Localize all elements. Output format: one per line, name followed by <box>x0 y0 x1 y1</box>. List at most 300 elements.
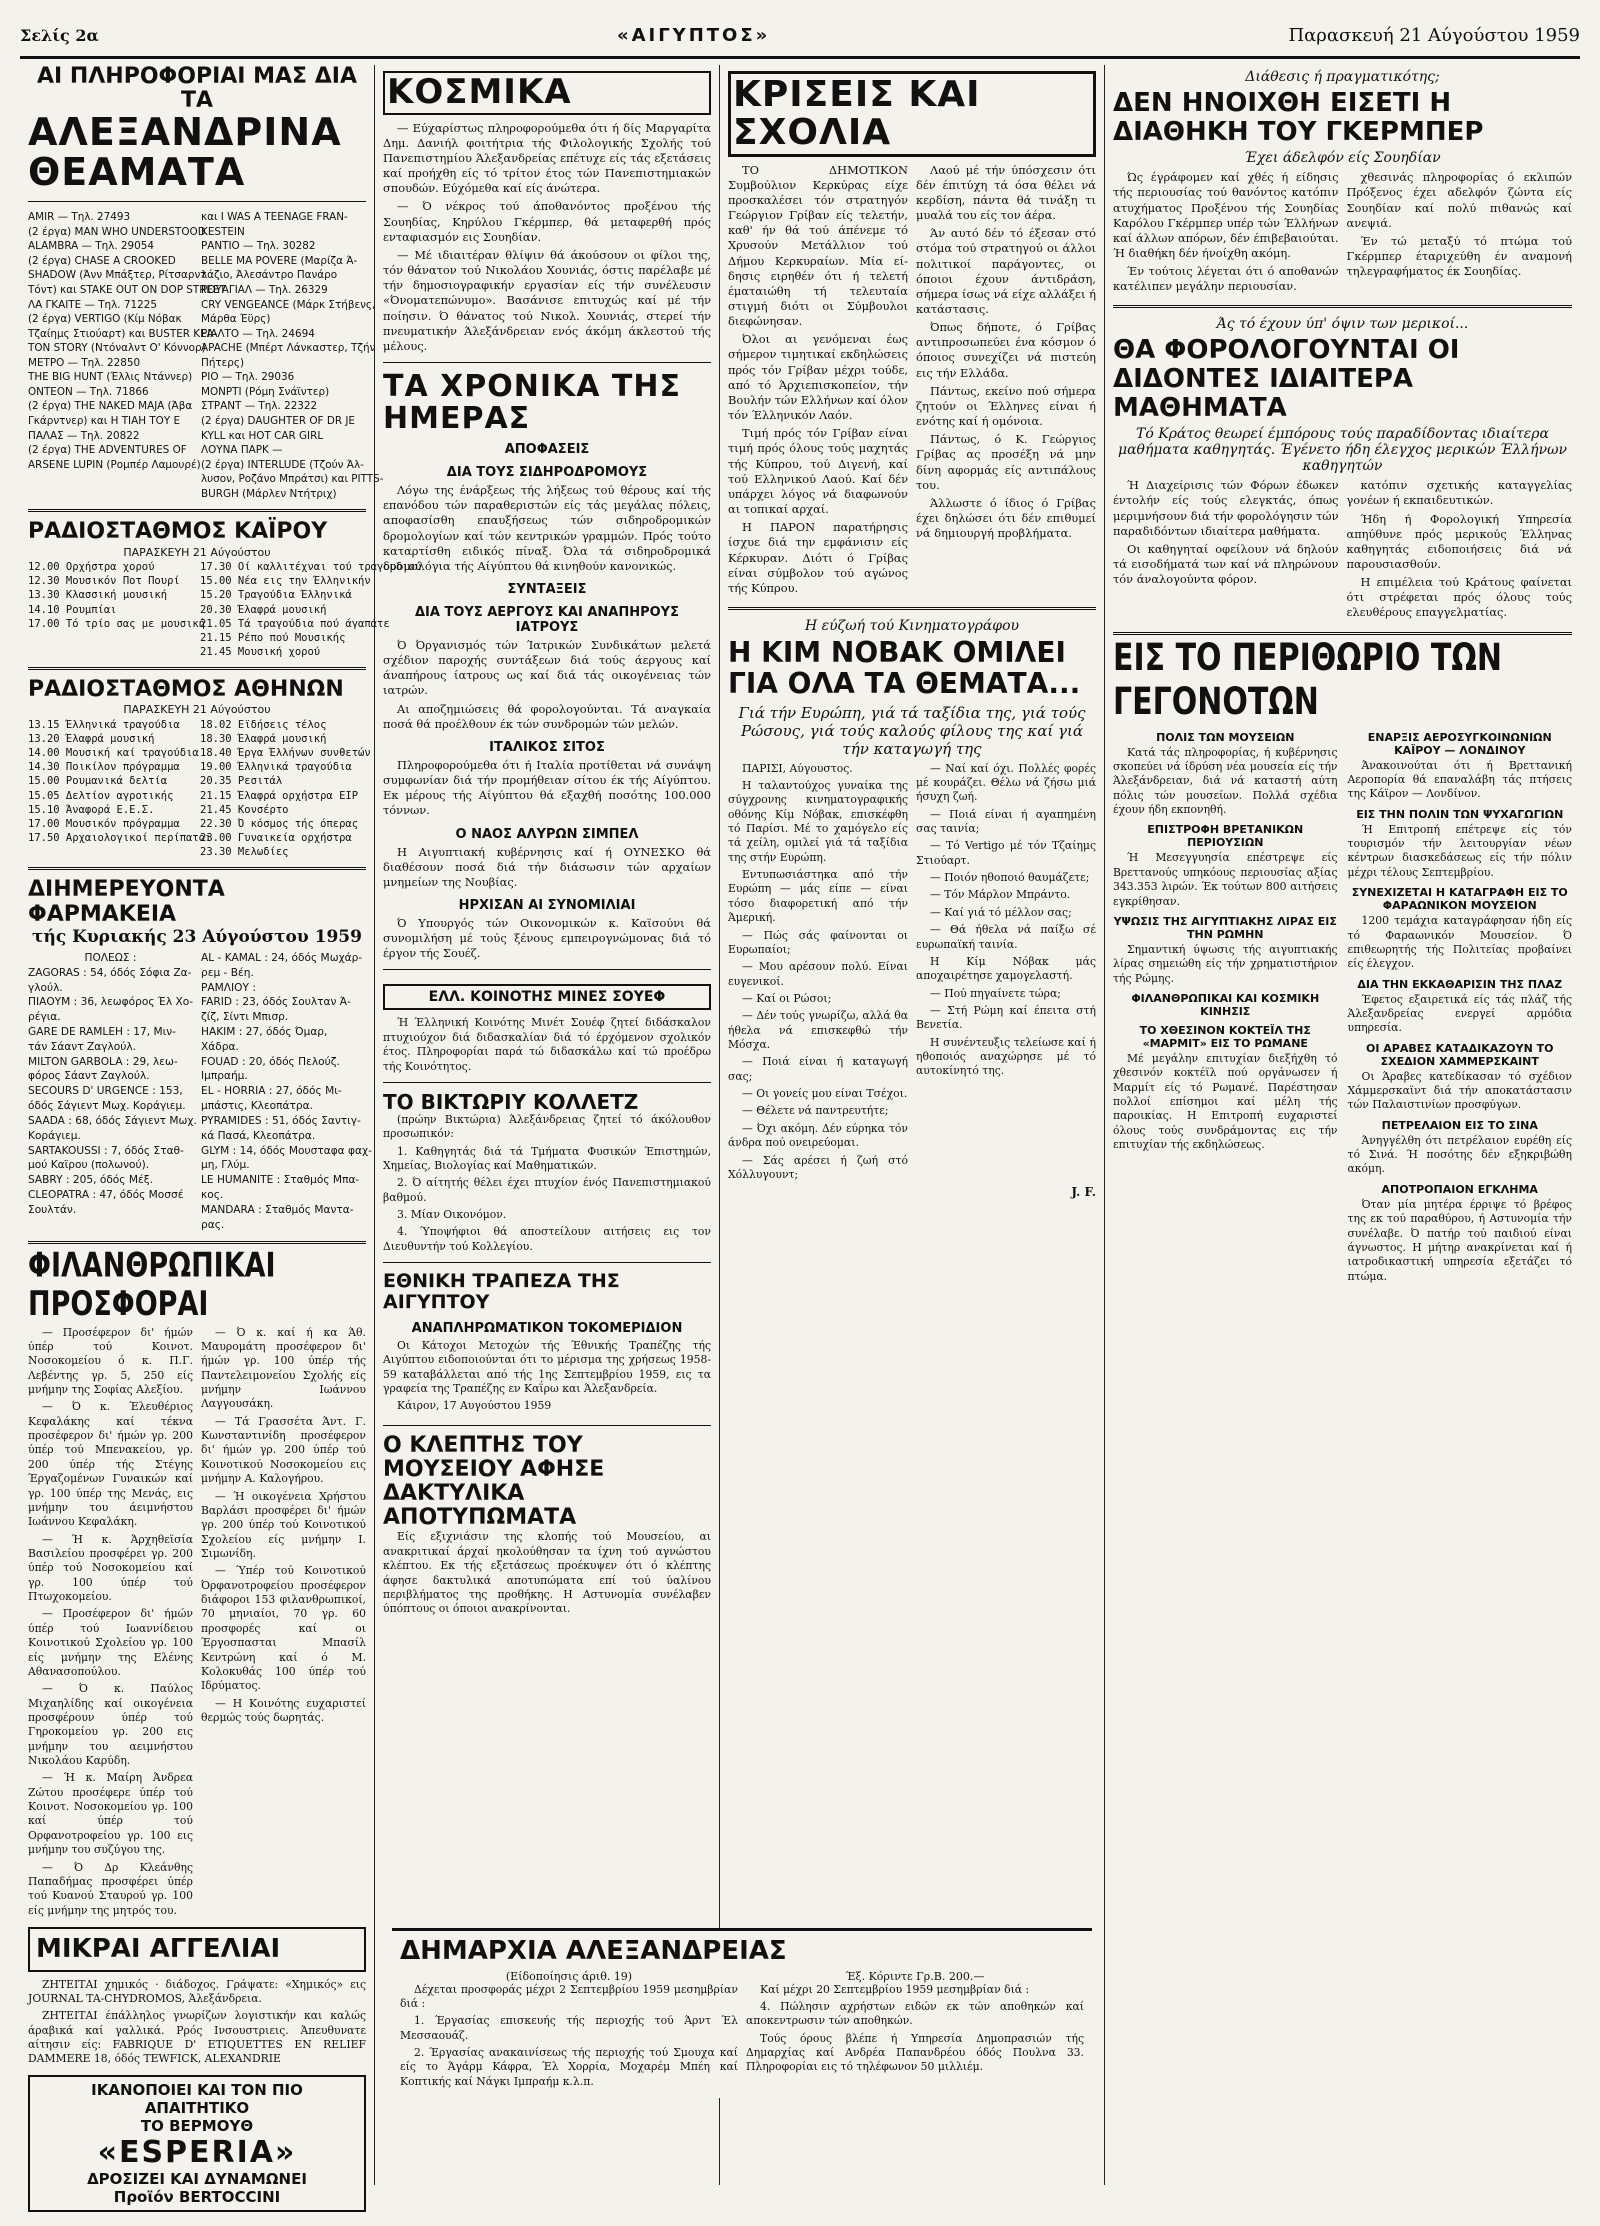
brief-heading: ΤΟ ΧΘΕΣΙΝΟΝ ΚΟΚΤΕΪΛ ΤΗΣ «ΜΑΡΜΙΤ» ΕΙΣ ΤΟ ΡΩΜΑΝΕ <box>1139 1023 1311 1050</box>
pharmacy-line: SAADA : 68, όδός Σάγιεντ Μωχ. <box>28 1114 197 1127</box>
brief-text: Άνηγγέλθη ότι πετρέλαιον ευρέθη είς τό Σινά. Ή ποσότης δέν εξηκριβώθη ακόμη. <box>1347 1133 1572 1176</box>
pharmacies-left <box>28 966 197 1218</box>
tax-title: ΘΑ ΦΟΡΟΛΟΓΟΥΝΤΑΙ ΟΙ ΔΙΔΟΝΤΕΣ ΙΔΙΑΙΤΕΡΑ ΜΑΘΗΜΑΤΑ <box>1113 335 1460 423</box>
comments-right <box>916 163 1096 599</box>
pharmacy-line: SARTAKOUSSI : 7, όδός Σταθ- <box>28 1144 184 1157</box>
pharmacy-line: Κοράγιεμ. <box>28 1129 81 1142</box>
paragraph: Ώς έγράφομεν καί χθές ή είδησις τής περιουσίας τού θανόντος κατόπιν ατυχήματος Προξένου τής Σουηδίας Καρόλου Γκέρμπερ υπέρ τών Έλλήνων καί άλλων απόρων, δέν έπιβεβαιούται. Ή διαθήκη δέν ήνοίχθη ακόμη. <box>1113 170 1339 260</box>
novak-kicker: Η εύζωή τού Κινηματογράφου <box>804 617 1020 634</box>
radio-cairo-schedule <box>28 560 422 659</box>
cinema-line: (2 έργα) MAN WHO UNDERSTOOD <box>28 225 206 238</box>
schedule-line: 12.30 Μουσικόν Ποτ Πουρί <box>28 575 180 588</box>
paragraph: Λόγω της ένάρξεως τής λήξεως τού θέρους καί τής επανόδου τών παραθεριστών είς τάς μεγάλας πόλεις, αποφασίσθη επαυξήσεως τών σιδηροδρομικών δρομολογίων καί τών κεντρικών γραμμών. Πρός τούτο καταρτίσθη ειδικός πίναξ. Όλα τά σιδηροδρομικά δρομολόγια τής Αίγύπτου θά κινηθούν κανονικώς. <box>383 483 711 573</box>
paragraph: — Τό Vertigo μέ τόν Τζαίημς Στιούαρτ. <box>916 839 1096 867</box>
schedule-line: 17.00 Τό τρίο σας με μουσική <box>28 617 206 630</box>
paragraph: Τιμή πρός τόν Γρίβαν είναι τιμή πρός όλους τούς μαχητάς τής Κύπρου, τού Διγενή, καί τού Ελληνικού Λαού. Καί δέν υπάρχει λόγος νά διαφωνούν αι τοπικαί αρχαί. <box>728 426 908 517</box>
novak-signature: J. F. <box>1071 1185 1096 1200</box>
cinema-line: SHADOW (Άνν Μπάξτερ, Ρίτσαρντ <box>28 269 207 282</box>
chronicles-sub-2b: ΔΙΑ ΤΟΥΣ ΑΕΡΓΟΥΣ ΚΑΙ ΑΝΑΠΗΡΟΥΣ ΙΑΤΡΟΥΣ <box>415 604 679 635</box>
newspaper-page <box>20 18 1580 2206</box>
pharmacy-line: ζίζ, Σίντι Μπισρ. <box>201 1011 289 1024</box>
chronicles-sub-4: Ο ΝΑΟΣ ΑΛΥΡΩΝ ΣΙΜΠΕΛ <box>455 826 639 842</box>
tax-subtitle: Τό Κράτος θεωρεί έμπόρους τούς παραδίδοντας ιδιαίτερα μαθήματα καθηγητάς. Έγένετο ήδη έλεγχος μερικών Έλλήνων καθηγητών <box>1117 426 1568 475</box>
paragraph: Η ταλαντούχος γυναίκα της σύγχρονης κινηματογραφικής οθόνης Κίμ Νόβακ, επισκέφθη τό Παρίσι. Μέ το χαμόγελο είς τά χείλη, ομιλεί γιά τά ταξίδια της στήν Ευρώπη. <box>728 778 908 864</box>
chronicles-sub-1: ΑΠΟΦΑΣΕΙΣ <box>504 442 590 458</box>
paragraph: — Μου αρέσουν πολύ. Είναι ευγενικοί. <box>728 960 908 988</box>
paragraph: Άν αυτό δέν τό έξεσαν στό στόμα τού στρατηγού οι άλλοι πολιτικοί παράγοντες, οι όποιοι έχουν άντιδράση, σήμερα ίσως νά είχε αλλάξει ή κατάστασις. <box>916 226 1096 316</box>
kolleg-text <box>383 1113 711 1254</box>
cinema-line: ΡΙΟ — Τηλ. 29036 <box>201 371 295 384</box>
chronicles-text-3 <box>383 758 711 819</box>
schedule-line: 22.30 Ό κόσμος τής όπερας <box>200 817 359 830</box>
paragraph: Έν τούτοις λέγεται ότι ό αποθανών κατέλιπεν μεγάλην περιουσίαν. <box>1113 264 1339 294</box>
schedule-line: 15.20 Τραγούδια Έλληνικά <box>200 589 352 602</box>
cinema-line: BELLE MA POVERE (Μαρίζα Ά- <box>201 254 358 267</box>
bank-sub: ΑΝΑΠΛΗΡΩΜΑΤΙΚΟΝ ΤΟΚΟΜΕΡΙΔΙΟΝ <box>411 1320 683 1336</box>
cinema-line: MONPTI (Ρόμη Σνάϊντερ) <box>201 385 330 398</box>
pharmacy-line: ρεμ - Βέη. <box>201 966 254 979</box>
pharmacy-line: μού Καϊρου (πολωνού). <box>28 1159 150 1172</box>
cinema-line: (2 έργα) DAUGHTER OF DR JE <box>201 415 355 428</box>
paragraph: — Προσέφερον δι' ήμών ύπέρ τού Κοινοτ. Νοσοκομείου ό κ. Π.Γ. Λεβέντης γρ. 5, 250 είς μνήμην της Σοφίας Αλεξίου. <box>28 1325 193 1397</box>
pharmacy-line: PYRAMIDES : 51, όδός Σαντιγ- <box>201 1114 361 1127</box>
cinema-line: ALAMBRA — Τηλ. 29054 <box>28 240 154 253</box>
thief-text <box>383 1530 711 1616</box>
paragraph: — Καί γιά τό μέλλον σας; <box>930 905 1072 919</box>
chronicles-sub-2: ΣΥΝΤΑΞΕΙΣ <box>507 581 587 597</box>
schedule-line: 14.30 Ποικίλον πρόγραμμα <box>28 761 180 774</box>
kinotis-title: ΕΛΛ. ΚΟΙΝΟΤΗΣ ΜΙΝΕΣ ΣΟΥΕΦ <box>428 989 666 1006</box>
paragraph: — Δέν τούς γνωρίζω, αλλά θα ήθελα νά επισκεφθώ τήν Μόσχα. <box>728 1009 908 1052</box>
schedule-line: 20.35 Ρεσιτάλ <box>200 775 283 788</box>
cinema-line: KESTEIN <box>201 225 245 238</box>
pharmacy-line: HAKIM : 27, όδός Όμαρ, <box>201 1026 328 1038</box>
cinema-line: KYLL και HOT CAR GIRL <box>201 429 324 442</box>
paragraph: Τούς όρους βλέπε ή Υπηρεσία Δημοπρασιών τής Δημαρχίας καί Ανδρέα Παπανδρέου όδός Πουλνα 33. Πληροφορίαι εις τό τηλέφωνον 50 μιλλιέμ. <box>746 2031 1084 2074</box>
pharmacy-line: GLYM : 14, όδός Μουσταφα φαχ- <box>201 1144 372 1157</box>
schedule-line: 17.50 Αρχαιολογικοί περίπατοι <box>28 832 212 845</box>
paragraph: — Καί οι Ρώσοι; <box>742 991 832 1005</box>
schedule-line: 21.45 Μουσική χορού <box>200 646 321 659</box>
schedule-line: 17.00 Μουσικόν πρόγραμμα <box>28 817 180 830</box>
gerber-body <box>1113 170 1572 297</box>
paragraph: 1. Έργασίας επισκευής τής περιοχής τού Άρντ Έλ Μεσσαουάζ. <box>400 2014 738 2042</box>
pharmacy-line: ΡΑΜΛΙΟΥ : <box>201 981 256 994</box>
gerber-kicker: Διάθεσις ή πραγματικότης; <box>1245 69 1440 85</box>
pharmacy-line: μη, Γλύμ. <box>201 1159 250 1172</box>
brief-text: Άνακοινούται ότι ή Βρεττανική Αεροπορία θά επαναλάβη τάς πτήσεις της Κάϊρον — Λονδίνον. <box>1347 758 1572 801</box>
brief-text: Ή Επιτροπή επέτρεψε είς τόν τουρισμόν τήν λειτουργίαν νέων κέντρων διασκεδάσεως είς τήν πόλιν μέχρι τέλους Σεπτεμβρίου. <box>1347 822 1572 879</box>
paragraph: Άλλωστε ό ίδιος ό Γρίβας έχει δηλώσει ότι δέν επιθυμεί νά δημιουργή προβλήματα. <box>916 495 1096 541</box>
small-ad: ΖΗΤΕΙΤΑΙ χημικός · διάδοχος. Γράψατε: «Χημικός» εις JOURNAL TA-CHYDROMOS, Άλεξάνδρεια. <box>28 1977 366 2005</box>
paragraph: Ό Υπουργός τών Οικονομικών κ. Καϊσούνι θά συνομιλήση μέ τούς ξένους εμπειρογνώμονας διά τό έργον τής Σουέζ. <box>383 916 711 961</box>
issue-date: Παρασκευή 21 Αύγούστου 1959 <box>1288 24 1580 46</box>
cinema-listings <box>28 210 384 501</box>
pharmacy-line: AL - KAMAL : 24, όδός Μωχάρ- <box>201 951 363 964</box>
ad-line-5: Προϊόν BERTOCCINI <box>113 2187 281 2206</box>
paragraph: Όπως δήποτε, ό Γρίβας αντιπροσωπεύει ένα κόσμον ό όποιος συνεχίζει νά πιστεύη εις τήν Ελλάδα. <box>916 320 1096 380</box>
brief-text: Οι Άραβες κατεδίκασαν τό σχέδιον Χάμμερσκαϊντ διά τήν αποκατάστασιν τών Παλαιστινίων προσφύγων. <box>1347 1069 1572 1112</box>
paragraph: — Ή κ. Άρχηθεϊσία Βασιλείου προσφέρει γρ. 200 ύπέρ τού Νοσοκομείου καί γρ. 100 ύπέρ τού Πτωχοκομείου. <box>28 1532 193 1604</box>
paragraph: Κάιρον, 17 Αυγούστου 1959 <box>397 1399 552 1413</box>
pharmacy-line: κά Πασά, Κλεοπάτρα. <box>201 1129 316 1142</box>
radio-cairo-date: ΠΑΡΑΣΚΕΥΗ 21 Αύγούστου <box>123 545 271 559</box>
cinema-line: (2 έργα) VERTIGO (Κίμ Νόβακ <box>28 313 182 326</box>
cinema-line: Τζαίημς Στιούαρτ) και BUSTER KEA- <box>28 327 218 340</box>
paragraph: Όλοι αι γενόμεναι έως σήμερον τιμητικαί εκδηλώσεις πρός τόν Γρίβαν μέχρι τούδε, από τό Άρχιεπισκοπείον, τήν Βουλήν τών Ελλήνων καί όλον τόν Έλληνικόν Λαόν. <box>728 332 908 423</box>
cinema-line: ΛΟΥΝΑ ΠΑΡΚ — <box>201 444 283 457</box>
pharmacy-line: Ιμπραήμ. <box>201 1070 248 1083</box>
paragraph: — Πώς σάς φαίνονται οι Ευρωπαίοι; <box>728 928 908 956</box>
cinema-line: ΠΑΛΑΣ — Τηλ. 20822 <box>28 429 140 442</box>
schedule-line: 14.10 Ρουμπίαι <box>28 603 117 616</box>
paragraph: ΤΟ ΔΗΜΟΤΙΚΟΝ Συμβούλιον Κερκύρας είχε προσκαλέσει τόν στρατηγόν Γεώργιον Γρίβαν είς τελετήν, καθ' ήν θά τού άπένεμε τό Χρυσούν Μετάλλιον τού Δήμου Κερκυραίων. Μία εί-δησις ειρηθέν ότι ή τελετή έματαιώθη τή τελευταία στιγμή διότι οι Σύμβουλοι διεφώνησαν. <box>728 162 908 329</box>
notice-right-head: Έξ. Κόριντε Γρ.Β. 200.— <box>845 1969 985 1983</box>
schedule-line: 15.00 Ρουμανικά δελτία <box>28 775 168 788</box>
kosmika-text <box>383 121 711 354</box>
kinotis-text <box>383 1016 711 1073</box>
brief-text: Έφετος εξαιρετικά είς τάς πλάζ τής Άλεξανδρείας ενεργεί αρμόδια υπηρεσία. <box>1347 992 1572 1035</box>
chronicles-sub-1b: ΔΙΑ ΤΟΥΣ ΣΙΔΗΡΟΔΡΟΜΟΥΣ <box>446 465 648 481</box>
cinema-line: APACHE (Μπέρτ Λάνκαστερ, Τζήν <box>201 342 376 355</box>
novak-left <box>728 762 908 1186</box>
entertainment-kicker: ΑΙ ΠΛΗΡΟΦΟΡΙΑΙ ΜΑΣ ΔΙΑ ΤΑ <box>37 64 357 114</box>
schedule-line: 23.30 Μελωδίες <box>200 846 289 859</box>
comments-title: ΚΡΙΣΕΙΣ ΚΑΙ ΣΧΟΛΙΑ <box>733 74 981 153</box>
novak-subtitle: Γιά τήν Ευρώπη, γιά τά ταξίδια της, γιά τούς Ρώσους, γιά τούς καλούς φίλους της καί γιά τήν καταγωγή της <box>738 703 1086 758</box>
cinema-line: (2 έργα) CHASE A CROOKED <box>28 254 176 267</box>
pharmacy-line: Σουλτάν. <box>28 1203 77 1216</box>
chronicles-sub-5: ΗΡΧΙΣΑΝ ΑΙ ΣΥΝΟΜΙΛΙΑΙ <box>458 898 636 913</box>
brief-text: 1200 τεμάχια καταγράφησαν ήδη είς τό Φαραωνικόν Μουσείον. Ό επιθεωρητής τής Πολιτείας προβαίνει είς έλεγχον. <box>1347 914 1572 971</box>
radio-cairo-title: ΡΑΔΙΟΣΤΑΘΜΟΣ ΚΑΪΡΟΥ <box>28 519 328 545</box>
newspaper-name: «ΑΙΓΥΠΤΟΣ» <box>616 24 771 46</box>
masthead <box>20 18 1580 59</box>
cinema-line: BURGH (Μάρλεν Ντήτριχ) <box>201 487 337 500</box>
paragraph: — Ποιόν ηθοποιό θαυμάζετε; <box>930 871 1090 885</box>
schedule-line: 13.30 Κλασσική μουσική <box>28 589 168 602</box>
ad-line-2: ΑΠΑΙΤΗΤΙΚΟ <box>144 2098 250 2117</box>
paragraph: Καί μέχρι 20 Σεπτεμβρίου 1959 μεσημβρίαν διά : <box>760 1982 1030 1996</box>
paragraph: — Ύπέρ τού Κοινοτικού Όρφανοτροφείου προσέφερον διάφοροι 153 φιλανθρωπικοί, 70 μηνιαίοι, 70 γρ. 60 προσφορές καί οι Έργοσπασται Μπασίλ Κεντρώνη καί ό Μ. Κολοκυθάς 100 ύπέρ τού Ιδρύματος. <box>201 1564 366 1693</box>
schedule-line: 21.15 Έλαφρά ορχήστρα EIP <box>200 789 359 802</box>
brief-heading: ΕΝΑΡΞΙΣ ΑΕΡΟΣΥΓΚΟΙΝΩΝΙΩΝ ΚΑΪΡΟΥ — ΛΟΝΔΙΝΟΥ <box>1367 730 1552 757</box>
pharmacies-subtitle: τής Κυριακής 23 Αύγούστου 1959 <box>32 926 362 947</box>
thief-title: Ο ΚΛΕΠΤΗΣ ΤΟΥ ΜΟΥΣΕΙΟΥ ΑΦΗΣΕ ΔΑΚΤΥΛΙΚΑ ΑΠΟΤΥΠΩΜΑΤΑ <box>383 1432 605 1531</box>
chronicles-title: ΤΑ ΧΡΟΝΙΚΑ ΤΗΣ ΗΜΕΡΑΣ <box>383 369 681 436</box>
chronicles-text-1 <box>383 483 711 574</box>
column-2 <box>375 65 720 2185</box>
paragraph: — Όχι ακόμη. Δέν εύρηκα τόν άνδρα πού ονειρεύομαι. <box>728 1121 908 1150</box>
brief-text: Όταν μία μητέρα έρριψε τό βρέφος της εκ τού παραθύρου, ή Αστυνομία τήν συνέλαβε. Ό πατήρ τού παιδιού είναι άγνωστος. Η μήτηρ ανακρίνεται καί ή ιατροδικαστική υπηρεσία εξετάζει τό πτώμα. <box>1347 1197 1572 1283</box>
paragraph: Η συνέντευξις τελείωσε καί ή ηθοποιός αναχώρησε μέ τό αυτοκίνητό της. <box>916 1035 1096 1078</box>
pharmacy-line: Χάδρα. <box>201 1040 239 1053</box>
notice-left <box>400 1983 738 2090</box>
cinema-line: AMIR — Τηλ. 27493 <box>28 211 131 224</box>
schedule-line: 13.15 Έλληνικά τραγούδια <box>28 718 180 731</box>
paragraph: — Σάς αρέσει ή ζωή στό Χόλλυγουντ; <box>728 1153 908 1181</box>
cinema-line: ΛΑ ΓΚΑΙΤΕ — Τηλ. 71225 <box>28 298 157 311</box>
ad-line-3: ΤΟ ΒΕΡΜΟΥΘ <box>140 2116 254 2135</box>
schedule-line: 21.45 Κονσέρτο <box>200 803 289 816</box>
paragraph: — Μέ ιδιαιτέραν θλίψιν θά άκούσουν οι φίλοι της, τόν θάνατον τού Νικολάου Χουνιάς, όστις παρέλαβε μέ τήν δημοσιογραφικήν εργασίαν είς τήν συνέλευσιν «Όνοματεπώνυμο». Βασάνισε επιτυχώς καί μέ τήν ποίησιν. Ό θάνατος τού Νικολ. Χουνιάς, στερεί τήν πνευματικήν Άλεξάνδρειαν ενός άκόμη άκλεστού τής μέλους. <box>383 247 711 353</box>
paragraph: — Ποιά είναι ή καταγωγή σας; <box>728 1055 908 1083</box>
paragraph: Αι αποζημιώσεις θά φορολογούνται. Τά αναγκαία ποσά θά προέλθουν έκ τών συνδρομών τών μελών. <box>383 701 711 731</box>
chronicles-sub-3: ΙΤΑΛΙΚΟΣ ΣΙΤΟΣ <box>489 739 605 755</box>
brief-heading: ΦΙΛΑΝΘΡΩΠΙΚΑΙ ΚΑΙ ΚΟΣΜΙΚΗ ΚΙΝΗΣΙΣ <box>1131 991 1320 1018</box>
paragraph: Λαού μέ τήν ύπόσχεσιν ότι δέν έπιτύχη τά όσα θέλει νά κερδίση, πάντα θά τινάξη τι μυαλά του είς τον άέρα. <box>916 162 1096 223</box>
paragraph: — Ποιά είναι ή αγαπημένη σας ταινία; <box>916 807 1096 835</box>
novak-title: Η ΚΙΜ ΝΟΒΑΚ ΟΜΙΛΕΙ ΓΙΑ ΟΛΑ ΤΑ ΘΕΜΑΤΑ... <box>728 635 1081 700</box>
paragraph: — Ό κ. Παύλος Μιχαηλίδης καί οικογένεια προσφέρουν ύπέρ τού Γηροκομείου γρ. 200 εις μνήμην του αειμνήστου Νικολάου Καρύδη. <box>28 1682 193 1768</box>
pharmacy-line: FOUAD : 20, όδός Πελούζ. <box>201 1055 340 1068</box>
paragraph: Πάντως, εκείνο πού σήμερα ζητούν οι Έλληνες είναι ή ενότης καί ή ομόνοια. <box>916 383 1096 429</box>
pharmacy-line: ΠΙΑΟΥΜ : 36, λεωφόρος Έλ Χο- <box>28 996 194 1009</box>
ad-brand: «ESPERIA» <box>97 2134 297 2170</box>
entertainment-title: ΑΛΕΞΑΝΔΡΙΝΑ ΘΕΑΜΑΤΑ <box>28 110 342 195</box>
paragraph: χθεσινάς πληροφορίας ό εκλιπών Πρόξενος έχει αδελφόν ζώντα είς Σουηδίαν καί πολύ πιθανώς καί ανεψιά. <box>1346 170 1572 230</box>
small-ads-list <box>28 1978 366 2067</box>
column-1 <box>20 64 422 2206</box>
schedule-line: 13.20 Έλαφρά μουσική <box>28 732 155 745</box>
pharmacies-title: ΔΙΗΜΕΡΕΥΟΝΤΑ ΦΑΡΜΑΚΕΙΑ <box>28 877 225 927</box>
paragraph: Ή Διαχείρισις τών Φόρων έδωκεν έντολήν είς τούς ελεγκτάς, όπως μεριμνήσουν διά τήν φορολόγησιν τών παραδιδόντων ιδιαίτερα μαθήματα. <box>1113 478 1339 538</box>
brief-text: Σημαντική ύψωσις τής αιγυπτιακής λίρας σημειώθη είς τήν χρηματιστήριον τής Ρώμης. <box>1113 942 1338 985</box>
paragraph: — Οι γονείς μου είναι Τσέχοι. <box>742 1087 908 1101</box>
paragraph: 1. Καθηγητάς διά τά Τμήματα Φυσικών Έπιστημών, Χημείας, Βιολογίας καί Μαθηματικών. <box>383 1144 711 1172</box>
novak-right <box>916 762 1096 1186</box>
tax-right <box>1347 478 1573 623</box>
gerber-left <box>1113 170 1339 297</box>
tax-body <box>1113 478 1572 623</box>
notice-title: ΔΗΜΑΡΧΙΑ ΑΛΕΞΑΝΔΡΕΙΑΣ <box>400 1936 787 1966</box>
paragraph: — Ό Δρ Κλεάνθης Παπαδήμας προσφέρει ύπέρ τού Κυανού Σταυρού γρ. 100 είς μνήμην της μητρός του. <box>28 1860 193 1917</box>
margin-title: ΕΙΣ ΤΟ ΠΕΡΙΘΩΡΙΟ ΤΩΝ ΓΕΓΟΝΟΤΩΝ <box>1113 635 1502 724</box>
cinema-line: (2 έργα) INTERLUDE (Τζούν Άλ- <box>201 458 364 471</box>
philanthropy-text <box>28 1326 366 1921</box>
paragraph: Είς εξιχνιάσιν της κλοπής τού Μουσείου, αι ανακριτικαί άρχαί ηκολούθησαν τα ίχνη τού αγνώστου κλέπτου. Εκ τής εξετάσεως προέκυψεν ότι ό κλέπτης άφησε δακτυλικά αποτυπώματα επί τού ύαλίνου περιβλήματος της προθήκης. Η Αστυνομία συνέλαβεν ύπόπτους οι όποιοι ανακρίνονται. <box>383 1530 711 1616</box>
page-number: Σελίς 2α <box>20 25 99 45</box>
radio-athens-right <box>200 718 371 860</box>
brief-heading: ΥΨΩΣΙΣ ΤΗΣ ΑΙΓΥΠΤΙΑΚΗΣ ΛΙΡΑΣ ΕΙΣ ΤΗΝ ΡΩΜΗΝ <box>1113 914 1337 941</box>
brief-heading: ΕΙΣ ΤΗΝ ΠΟΛΙΝ ΤΩΝ ΨΥΧΑΓΩΓΙΩΝ <box>1356 807 1564 821</box>
paragraph: — Προσέφερον δι' ήμών ύπέρ τού Ιωαννίδειου Κοινοτικού Σχολείου γρ. 100 είς μνήμην της Ελένης Αθανασοπούλου. <box>28 1607 193 1678</box>
cinema-line: Μάρθα Έϋρς) <box>201 313 271 326</box>
schedule-line: 18.40 Έργα Έλλήνων συνθετών <box>200 747 371 760</box>
gerber-subtitle: Έχει άδελφόν είς Σουηδίαν <box>1244 150 1441 167</box>
cinema-line: (2 έργα) THE ADVENTURES OF <box>28 444 187 457</box>
brief-text: Ή Μεσεγγυησία επέστρεψε είς Βρεττανούς υπηκόους περιουσίας αξίας 343.353 λιρών. Έκ τούτων 800 αιτήσεις εγκρίθησαν. <box>1113 851 1338 908</box>
esperia-ad <box>28 2075 366 2212</box>
radio-cairo-left <box>28 560 206 659</box>
schedule-line: 14.00 Μουσική καί τραγούδια <box>28 747 199 760</box>
column-4 <box>1105 65 1580 2185</box>
paragraph: — Τά Γρασσέτα Άντ. Γ. Κωνσταντινίδη προσέφερον δι' ήμών γρ. 200 ύπέρ τού Κοινοτικού Νοσοκομείου εις μνήμην Α. Καλογήρου. <box>201 1414 366 1486</box>
paragraph: 2. Έργασίας ανακαινίσεως τής περιοχής τού Σμουχα καί είς το Άγάρμ Κάφρα, Έλ Χορρία, Μοχαρέμ Μπέη καί Κοπτικής καί Νάγκι Ιμπραήμ κ.λ.π. <box>400 2046 738 2088</box>
small-ads-title: ΜΙΚΡΑΙ ΑΓΓΕΛΙΑΙ <box>36 1933 281 1964</box>
schedule-line: 15.05 Δελτίον αγροτικής <box>28 789 174 802</box>
comments-body <box>728 163 1096 599</box>
paragraph: Η επιμέλεια τού Κράτους φαίνεται ότι στρέφεται πρός όλους τούς ελευθέρους επαγγελματίας. <box>1346 575 1572 620</box>
bank-title: ΕΘΝΙΚΗ ΤΡΑΠΕΖΑ ΤΗΣ ΑΙΓΥΠΤΟΥ <box>383 1270 620 1314</box>
paragraph: — Θά ήθελα νά παίξω σέ ευρωπαϊκή ταινία. <box>916 923 1096 951</box>
pharmacy-line: γλούλ. <box>28 981 63 994</box>
pharmacy-line: ZAGORAS : 54, όδός Σόφια Ζα- <box>28 966 192 979</box>
paragraph: ΠΑΡΙΣΙ, Αύγουστος. <box>742 761 853 775</box>
kosmika-title: ΚΟΣΜΙΚΑ <box>387 72 572 112</box>
cinema-line: ΟΝΤΕΟΝ — Τηλ. 71866 <box>28 385 149 398</box>
pharmacies-right <box>201 951 372 1233</box>
pharmacy-line: FARID : 23, όδός Σουλταν Ά- <box>201 996 351 1009</box>
bank-text <box>383 1339 711 1414</box>
pharmacy-line: τάν Σάαντ Ζαγλούλ. <box>28 1040 136 1053</box>
schedule-line: 17.30 Οί καλλιτέχναι τού τραγουδιού <box>200 560 422 573</box>
brief-text: Μέ μεγάλην επιτυχίαν διεξήχθη τό χθεσινόν κοκτέϊλ πού οργάνωσεν ή Μαρμίτ είς τό Ρωμανέ. Παρέστησαν πολλοί επίσημοι καί μέλη τής παροικίας. Η Επιτροπή ευχαριστεί όλους τούς συνδράμοντας εις τήν επιτυχίαν τής εκδηλώσεως. <box>1113 1051 1338 1152</box>
schedule-line: 19.00 Έλληνικά τραγούδια <box>200 761 352 774</box>
schedule-line: 21.15 Ρέπο πού Μουσικής <box>200 631 346 644</box>
paragraph: — Θέλετε νά παντρευτήτε; <box>742 1104 889 1118</box>
pharmacies-city-head: ΠΟΛΕΩΣ : <box>84 951 137 964</box>
ad-line-4: ΔΡΟΣΙΖΕΙ ΚΑΙ ΔΥΝΑΜΩΝΕΙ <box>87 2169 307 2188</box>
paragraph: — Στή Ρώμη καί έπειτα στή Βενετία. <box>916 1003 1096 1032</box>
paragraph: Ήδη ή Φορολογική Υπηρεσία απηύθυνε πρός μερικούς Έλληνας καθηγητάς ειδοποιήσεις διά νά παρουσιασθούν. <box>1346 511 1572 571</box>
paragraph: — Ή οικογένεια Χρήστου Βαρλάσι προσφέρει δι' ήμών γρ. 200 ύπέρ τού Κοινοτικού Σχολείου είς μνήμην Ι. Σιμωνίδη. <box>201 1489 366 1560</box>
ad-line-1: ΙΚΑΝΟΠΟΙΕΙ ΚΑΙ ΤΟΝ ΠΙΟ <box>91 2080 303 2099</box>
notice-left-head: (Είδοποίησις άριθ. 19) <box>505 1969 633 1983</box>
paragraph: — Πού πηγαίνετε τώρα; <box>930 986 1061 1000</box>
schedule-line: 18.30 Έλαφρά μουσική <box>200 732 327 745</box>
paragraph: — Ή κ. Μαίρη Άνδρεα Ζώτου προσέφερε ύπέρ τού Κοινοτ. Νοσοκομείου γρ. 100 καί ύπέρ τού Ορφανοτροφείου γρ. 100 εις μνήμην του συζύγου της. <box>28 1771 193 1857</box>
pharmacy-line: LE HUMANITE : Σταθμός Μπα- <box>201 1174 360 1187</box>
cinema-line: λυσον, Ροζάνο Μπράτσι) και PITTS- <box>201 473 384 486</box>
small-ads-box <box>28 1927 366 1972</box>
schedule-line: 21.05 Τά τραγούδια πού άγαπάτε <box>200 617 390 630</box>
pharmacy-line: SECOURS D' URGENCE : 153, <box>28 1085 183 1098</box>
paragraph: Η Κίμ Νόβακ μάς αποχαιρέτησε χαμογελαστή. <box>916 954 1096 983</box>
margin-left <box>1113 725 1338 1287</box>
brief-heading: ΟΙ ΑΡΑΒΕΣ ΚΑΤΑΔΙΚΑΖΟΥΝ ΤΟ ΣΧΕΔΙΟΝ ΧΑΜΜΕΡΣΚΑΙΝΤ <box>1366 1041 1554 1068</box>
paragraph: — Ό κ. Έλευθέριος Κεφαλάκης καί τέκνα προσέφερον δι' ήμών γρ. 200 ύπέρ τού Μπενακείου, γρ. 200 ύπέρ τής Στέγης Έργαζομένων Γυναικών καί γρ. 100 ύπέρ της Μενάς, εις μνήμην του άειμνήστου Ιωάννου Κεφαλάκη. <box>28 1400 193 1529</box>
paragraph: 4. Ύποψήφιοι θά αποστείλουν αιτήσεις εις τον Διευθυντήν τού Κολλεγίου. <box>383 1225 711 1253</box>
cinema-line: Τόντ) και STAKE OUT ON DOP STREET <box>28 283 226 296</box>
municipality-notice <box>392 1928 1092 2098</box>
tax-kicker: Άς τό έχουν ύπ' όψιν των μερικοί... <box>1216 316 1469 333</box>
schedule-line: 15.00 Νέα εις την Έλληνικήν <box>200 575 371 588</box>
pharmacy-line: ρέγια. <box>28 1011 61 1024</box>
paragraph: — Ναί καί όχι. Πολλές φορές μέ κουράζει. Θέλω νά ζήσω μιά ήσυχη ζωή. <box>916 761 1096 804</box>
cinema-line: ΡΑΝΤΙΟ — Τηλ. 30282 <box>201 240 316 253</box>
small-ad: ΖΗΤΕΙΤΑΙ έπάλληλος γνωρίζων λογιστικήν και καλώς άραβικά καί γαλλικά. Ρρός Ινσουστριεις. Άπευθυνατε αίτησιν είς: FABRIQUE D' ETIQUETTES EN RELIEF DAMMERE 18, όδός TEWFICK, ALEXANDRIE <box>28 2009 366 2066</box>
cinema-line: Πήτερς) <box>201 356 245 369</box>
brief-heading: ΠΕΤΡΕΛΑΙΟΝ ΕΙΣ ΤΟ ΣΙΝΑ <box>1381 1118 1538 1132</box>
radio-athens-title: ΡΑΔΙΟΣΤΑΘΜΟΣ ΑΘΗΝΩΝ <box>28 677 344 703</box>
paragraph: Η Αιγυπτιακή κυβέρνησις καί ή ΟΥΝΕΣΚΟ θά διαθέσουν ποσά διά τήν διάσωσιν τών αρχαίων μνημείων της Νουβίας. <box>383 844 711 889</box>
pharmacy-line: μπάστις, Κλεοπάτρα. <box>201 1100 313 1113</box>
paragraph: Οι Κάτοχοι Μετοχών τής Έθνικής Τραπέζης τής Αιγύπτου ειδοποιούνται ότι το μέρισμα της χρήσεως 1958-59 καταβάλλεται από τής 1ης Σεπτεμβρίου 1959, εις τα γραφεία της Τραπέζης εν Καΐρω και Άλεξανδρεία. <box>383 1338 711 1395</box>
paragraph: 3. Μίαν Οικονόμον. <box>397 1208 507 1222</box>
paragraph: Ή Έλληνική Κοινότης Μινέτ Σουέφ ζητεί διδάσκαλον πτυχιούχον διά διδασκαλίαν διά τό έρχόμενον σχολικόν έτος. Πληροφορίαι παρά τώ διδασκάλω καί τώ προέδρω τής Κοινότητος. <box>383 1016 711 1073</box>
paragraph: — Τόν Μάρλον Μπράντο. <box>930 888 1071 902</box>
philanthropy-left <box>28 1326 193 1921</box>
chronicles-text-2 <box>383 638 711 732</box>
schedule-line: 12.00 Ορχήστρα χορού <box>28 560 155 573</box>
cinema-line: TON STORY (Ντόναλντ Ο' Κόννορ) <box>28 342 206 355</box>
brief-heading: ΕΠΙΣΤΡΟΦΗ ΒΡΕΤΑΝΙΚΩΝ ΠΕΡΙΟΥΣΙΩΝ <box>1147 823 1304 850</box>
cinema-line: (2 έργα) THE NAKED MAJA (Άβα <box>28 400 193 413</box>
margin-right <box>1348 725 1573 1287</box>
pharmacy-line: SABRY : 205, όδός Μέξ. <box>28 1174 154 1187</box>
paragraph: 2. Ό αίτητής θέλει έχει πτυχίον ένός Πανεπιστημιακού βαθμού. <box>383 1176 711 1204</box>
paragraph: — Ό κ. καί ή κα Άθ. Μαυρομάτη προσέφερον δι' ήμών γρ. 100 ύπέρ τής Παντελειμονείου Σχολής είς μνήμην Ιωάννου Λαγγουσάκη. <box>201 1325 366 1411</box>
radio-cairo-right <box>200 560 422 659</box>
columns <box>20 64 1580 2206</box>
pharmacy-line: ρας. <box>201 1218 225 1231</box>
cinema-line: ΡΙΑΛΤΟ — Τηλ. 24694 <box>201 327 315 340</box>
pharmacy-line: CLEOPATRA : 47, όδός Μοσσέ <box>28 1189 184 1202</box>
pharmacies-list <box>28 951 372 1233</box>
novak-body <box>728 762 1096 1186</box>
pharmacy-line: όδός Σάγιεντ Μωχ. Κοράγιεμ. <box>28 1100 186 1113</box>
pharmacy-line: GARE DE RAMLEH : 17, Μιν- <box>28 1026 176 1038</box>
brief-heading: ΔΙΑ ΤΗΝ ΕΚΚΑΘΑΡΙΣΙΝ ΤΗΣ ΠΛΑΖ <box>1357 977 1563 991</box>
paragraph: Οι καθηγηταί οφείλουν νά δηλούν τά εισοδήματά των καί νά πληρώνουν τόν άναλογούντα φόρον. <box>1113 541 1339 587</box>
kolleg-title: ΤΟ ΒΙΚΤΩΡΙΥ ΚΟΛΛΕΤΖ <box>383 1089 639 1114</box>
radio-athens-left <box>28 718 212 860</box>
paragraph: Η ΠΑΡΟΝ παρατήρησις ίσχυε διά την εμφάνισιν είς Κέρκυραν. Διότι ό Γρίβας είναι σύμβολον τού αγώνος τής Κύπρου. <box>728 520 908 595</box>
pharmacy-line: MANDARA : Σταθμός Μαντα- <box>201 1203 354 1216</box>
brief-heading: ΑΠΟΤΡΟΠΑΙΟΝ ΕΓΚΛΗΜΑ <box>1381 1182 1538 1196</box>
margin-body <box>1113 725 1572 1287</box>
paragraph: Δέχεται προσφοράς μέχρι 2 Σεπτεμβρίου 1959 μεσημβρίαν διά : <box>400 1982 738 2010</box>
schedule-line: 23.00 Γυναικεία ορχήστρα <box>200 832 352 845</box>
paragraph: Πάντως, ό Κ. Γεώργιος Γρίβας ας προσέξη νά μην δίνη αφορμάς είς αντιπάλους του. <box>916 432 1096 492</box>
cinema-line: ΣΤΡΑΝΤ — Τηλ. 22322 <box>201 400 318 413</box>
paragraph: — Εύχαρίστως πληροφορούμεθα ότι ή δίς Μαργαρίτα Δημ. Δανιήλ φοιτήτρια τής Φιλολογικής Σχολής τού Πανεπιστημίου Άλεξανδρείας επέτυχε είς τάς εξετάσεις καί προήχθη είς τό τρίτον έτος τών Πανεπιστημιακών σπουδών. Εύχόμεθα καί είς άνώτερα. <box>383 120 711 196</box>
cinema-line: ΜΕΤΡΟ — Τηλ. 22850 <box>28 356 141 369</box>
brief-text: Κατά τάς πληροφορίας, ή κυβέρνησις σκοπεύει νά ίδρύση νέα μουσεία είς τήν Άλεξάνδρειαν, διά νά καταστή αύτη πόλις τών μουσείων. Πολλά σχέδια έχουν ήδη εκπονηθή. <box>1113 745 1338 817</box>
cinema-line: Γκάρντνερ) και Η ΤΙΑΗ ΤΟΥ Ε <box>28 415 181 428</box>
tax-left <box>1113 478 1339 623</box>
notice-right <box>746 1983 1084 2075</box>
pharmacy-line: EL - HORRIA : 27, όδός Μι- <box>201 1085 342 1098</box>
paragraph: — Η Κοινότης ευχαριστεί θερμώς τούς δωρητάς. <box>201 1696 366 1724</box>
paragraph: 4. Πώλησιν αχρήστων ειδών εκ τών αποθηκών καί αποκεντρωσιν τών αποθηκών. <box>746 1999 1084 2028</box>
gerber-title: ΔΕΝ ΗΝΟΙΧΘΗ ΕΙΣΕΤΙ Η ΔΙΑΘΗΚΗ ΤΟΥ ΓΚΕΡΜΠΕΡ <box>1113 88 1484 147</box>
brief-heading: ΣΥΝΕΧΙΖΕΤΑΙ Η ΚΑΤΑΓΡΑΦΗ ΕΙΣ ΤΟ ΦΑΡΑΩΝΙΚΟΝ ΜΟΥΣΕΙΟΝ <box>1351 886 1568 913</box>
cinema-list-right <box>201 210 384 501</box>
cinema-line: ΡΟΥΑΓΙΑΛ — Τηλ. 26329 <box>201 283 328 296</box>
radio-athens-date: ΠΑΡΑΣΚΕΥΗ 21 Αύγούστου <box>123 703 271 717</box>
pharmacy-line: MILTON GARBOLA : 29, λεω- <box>28 1055 178 1068</box>
pharmacy-line: κος. <box>201 1189 224 1202</box>
chronicles-text-4 <box>383 845 711 890</box>
cinema-line: λάζιο, Άλεσάντρο Πανάρο <box>201 269 338 282</box>
schedule-line: 15.10 Άναφορά Ε.Ε.Σ. <box>28 803 155 816</box>
pharmacy-line: φόρος Σάαντ Ζαγλούλ. <box>28 1070 150 1083</box>
gerber-right <box>1347 170 1573 297</box>
radio-athens-schedule <box>28 718 371 860</box>
paragraph: — Ό νέκρος τού άποθανόντος προξένου τής Σουηδίας, Κηρύλου Γκέρμπερ, θά μεταφερθή πρός ενταφιασμόν εις Σουηδίαν. <box>383 199 711 244</box>
cinema-line: ARSENE LUPIN (Ρομπέρ Λαμουρέ) <box>28 458 201 471</box>
chronicles-text-5 <box>383 916 711 961</box>
schedule-line: 18.02 Εϊδήσεις τέλος <box>200 718 327 731</box>
brief-heading: ΠΟΛΙΣ ΤΩΝ ΜΟΥΣΕΙΩΝ <box>1156 730 1295 744</box>
schedule-line: 20.30 Έλαφρά μουσική <box>200 603 327 616</box>
paragraph: Έν τώ μεταξύ τό πτώμα τού Γκέρμπερ έταριχεύθη έν αναμονή τηλεγραφήματος έκ Σουηδίας. <box>1346 233 1572 279</box>
cinema-line: και I WAS A TEENAGE FRAN- <box>201 211 348 224</box>
column-3 <box>720 65 1105 2185</box>
paragraph: κατόπιν σχετικής καταγγελίας γονέων ή εκπαιδευτικών. <box>1346 478 1572 508</box>
